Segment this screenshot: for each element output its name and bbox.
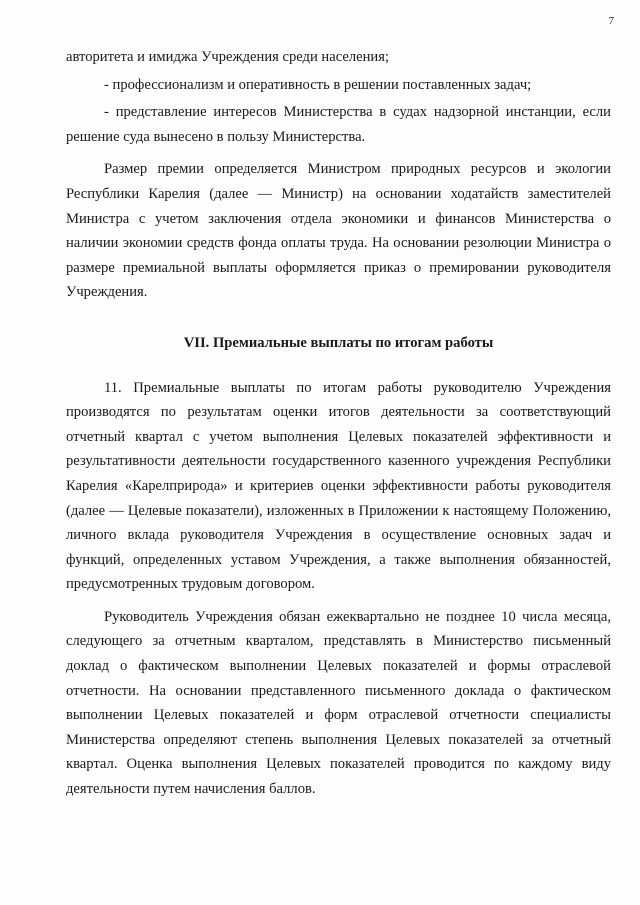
paragraph-premium-size: Размер премии определяется Министром природных ресурсов и экологии Республики Карелия (далее — Министр) на основании ходатайств заместителей Министра с учетом заключения отдела экономики и финансов Министерства о наличии экономии средств фонда оплаты труда. На основании резолюции Министра о размере премиальной выплаты оформляется приказ о премировании руководителя Учреждения. [66,161,611,301]
paragraph-report-obligation: Руководитель Учреждения обязан ежеквартально не позднее 10 числа месяца, следующего за отчетным кварталом, представлять в Министерство письменный доклад о фактическом выполнении Целевых показателей и формы отраслевой отчетности. На основании представленного письменного доклада о фактическом выполнении Целевых показателей и форм отраслевой отчетности специалисты Министерства определяют степень выполнения Целевых показателей за отчетный квартал. Оценка выполнения Целевых показателей проводится по каждому виду деятельности путем начисления баллов. [66,608,611,798]
list-item-professionalism: - профессионализм и оперативность в решении поставленных задач; [104,76,532,93]
document-body [66,45,611,802]
page-number: 7 [608,15,614,27]
list-continuation: авторитета и имиджа Учреждения среди населения; [66,49,390,65]
list-item-representation: - представление интересов Министерства в судах надзорной инстанции, если решение суда вынесено в пользу Министерства. [66,104,611,145]
section-heading: VII. Премиальные выплаты по итогам работы [183,334,494,351]
paragraph-11: 11. Премиальные выплаты по итогам работы руководителю Учреждения производятся по результатам оценки итогов деятельности за соответствующий отчетный квартал с учетом выполнения Целевых показателей эффективности и результативности деятельности государственного казенного учреждения Республики Карелия «Карелприрода» и критериев оценки эффективности работы руководителя (далее — Целевые показатели), изложенных в Приложении к настоящему Положению, личного вклада руководителя Учреждения в осуществление основных задач и функций, определенных уставом Учреждения, а также выполнения обязанностей, предусмотренных трудовым договором. [66,379,611,593]
